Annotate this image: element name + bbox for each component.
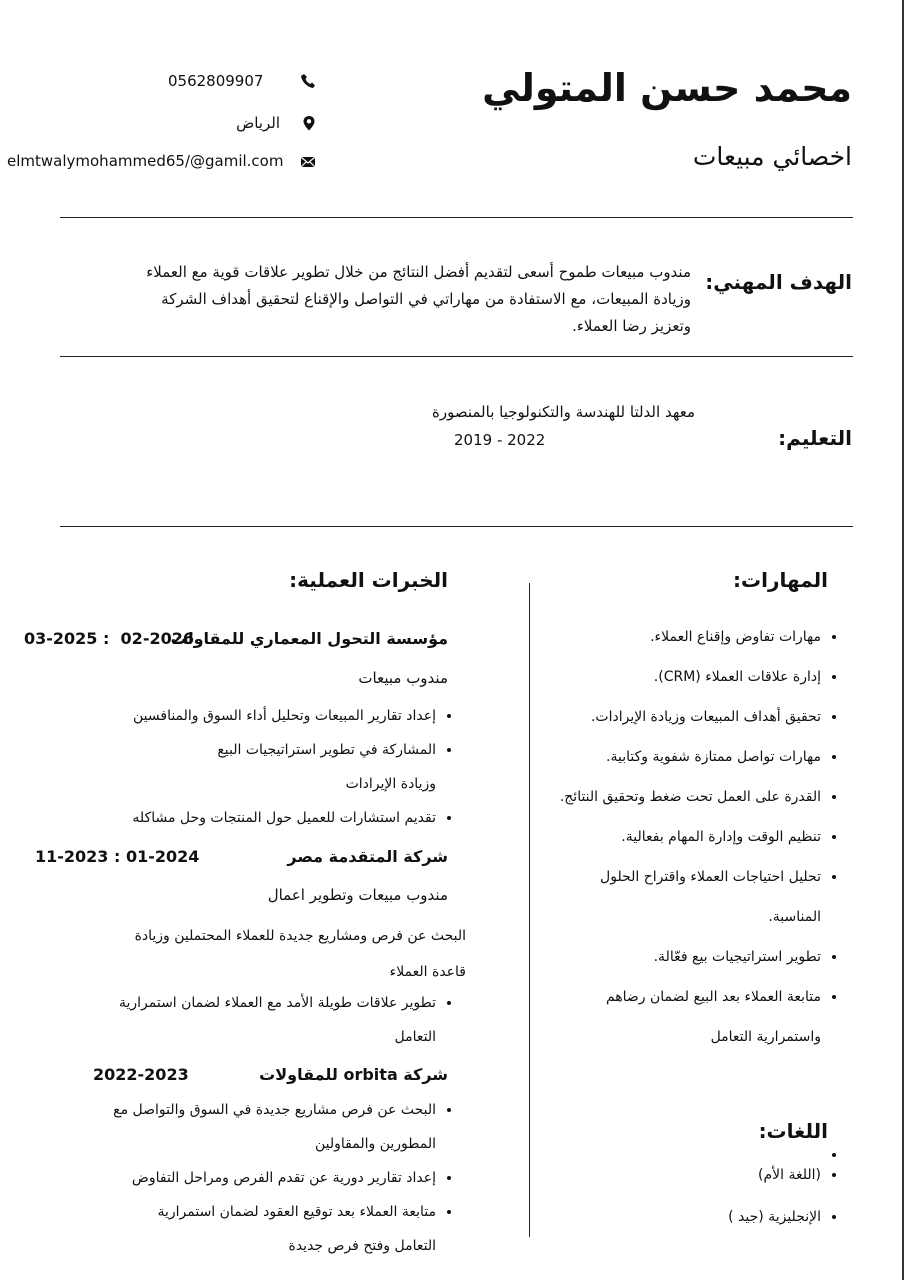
job-dates: 11-2023 : 01-2024 xyxy=(35,847,200,866)
page-edge xyxy=(902,0,904,1280)
skill-item: • تطوير استراتيجيات بيع فعّالة. xyxy=(556,937,821,977)
job-bullet: • إعداد تقارير دورية عن تقدم الفرص ومراحل التفاوض xyxy=(76,1161,436,1195)
envelope-icon xyxy=(300,154,316,170)
divider xyxy=(60,217,853,218)
job-dates: 03-2025 : 02-2026 xyxy=(24,629,194,648)
job-bullets xyxy=(96,986,452,1054)
job-bullets xyxy=(96,699,452,835)
objective-text: مندوب مبيعات طموح أسعى لتقديم أفضل النتائج من خلال تطوير علاقات قوية مع العملاء وزيادة المبيعات، مع الاستفادة من مهاراتي في التواصل والإقناع لتحقيق أهداف الشركة وتعزيز رضا العملاء. xyxy=(146,263,691,335)
job-role: مندوب مبيعات xyxy=(358,669,448,687)
job-dates: 2022-2023 xyxy=(93,1065,189,1084)
education-institution: معهد الدلتا للهندسة والتكنولوجيا بالمنصورة xyxy=(432,403,695,421)
job-bullet: • إعداد تقارير المبيعات وتحليل أداء السوق والمنافسين xyxy=(96,699,436,733)
language-item xyxy=(621,1148,821,1162)
column-divider xyxy=(529,583,530,1237)
job-role: مندوب مبيعات وتطوير اعمال xyxy=(267,886,448,904)
job-paragraph: البحث عن فرص ومشاريع جديدة للعملاء المحتملين وزيادة قاعدة العملاء xyxy=(134,928,466,980)
languages-list xyxy=(621,1148,837,1246)
job-bullets xyxy=(76,1093,452,1263)
skill-item: • تحليل احتياجات العملاء واقتراح الحلول المناسبة. xyxy=(556,857,821,937)
education-heading: التعليم: xyxy=(778,426,852,450)
skill-item: • القدرة على العمل تحت ضغط وتحقيق النتائج. xyxy=(556,777,821,817)
skills-heading: المهارات: xyxy=(733,568,828,592)
location-pin-icon xyxy=(301,115,317,131)
phone-icon xyxy=(300,73,316,89)
job-company: شركة المتقدمة مصر xyxy=(287,847,448,866)
divider xyxy=(60,526,853,527)
job-bullet: • متابعة العملاء بعد توقيع العقود لضمان استمرارية التعامل وفتح فرص جديدة xyxy=(136,1195,436,1263)
city: الرياض xyxy=(236,114,280,132)
skill-item: • تنظيم الوقت وإدارة المهام بفعالية. xyxy=(556,817,821,857)
languages-heading: اللغات: xyxy=(758,1119,828,1143)
job-bullet: • تطوير علاقات طويلة الأمد مع العملاء لضمان استمرارية التعامل xyxy=(96,986,436,1054)
experience-heading: الخبرات العملية: xyxy=(289,568,448,592)
skill-item: • تحقيق أهداف المبيعات وزيادة الإيرادات. xyxy=(556,697,821,737)
email: elmtwalymohammed65/@gamil.com xyxy=(7,152,284,170)
language-item: • الإنجليزية (جيد ) xyxy=(621,1188,821,1246)
skill-item: • مهارات تفاوض وإقناع العملاء. xyxy=(556,617,821,657)
job-bullet: • المشاركة في تطوير استراتيجيات البيع وزيادة الإيرادات xyxy=(206,733,436,801)
job-bullet: • البحث عن فرص مشاريع جديدة في السوق والتواصل مع المطورين والمقاولين xyxy=(76,1093,436,1161)
job-company: شركة orbita للمقاولات xyxy=(259,1065,448,1084)
objective-heading: الهدف المهني: xyxy=(705,270,852,294)
phone-number: 0562809907 xyxy=(168,72,264,90)
skill-item: • مهارات تواصل ممتازة شفوية وكتابية. xyxy=(556,737,821,777)
divider xyxy=(60,356,853,357)
skills-list xyxy=(556,617,837,1057)
skill-item: • متابعة العملاء بعد البيع لضمان رضاهم واستمرارية التعامل xyxy=(556,977,821,1057)
language-item: • (اللغة الأم) xyxy=(621,1162,821,1188)
skill-item: • إدارة علاقات العملاء (CRM). xyxy=(556,657,821,697)
job-company: مؤسسة التحول المعماري للمقاولت xyxy=(170,629,448,648)
job-title: اخصائي مبيعات xyxy=(692,142,852,171)
candidate-name: محمد حسن المتولي xyxy=(482,66,852,110)
education-years: 2019 - 2022 xyxy=(454,431,546,449)
job-bullet: • تقديم استشارات للعميل حول المنتجات وحل مشاكله xyxy=(96,801,436,835)
